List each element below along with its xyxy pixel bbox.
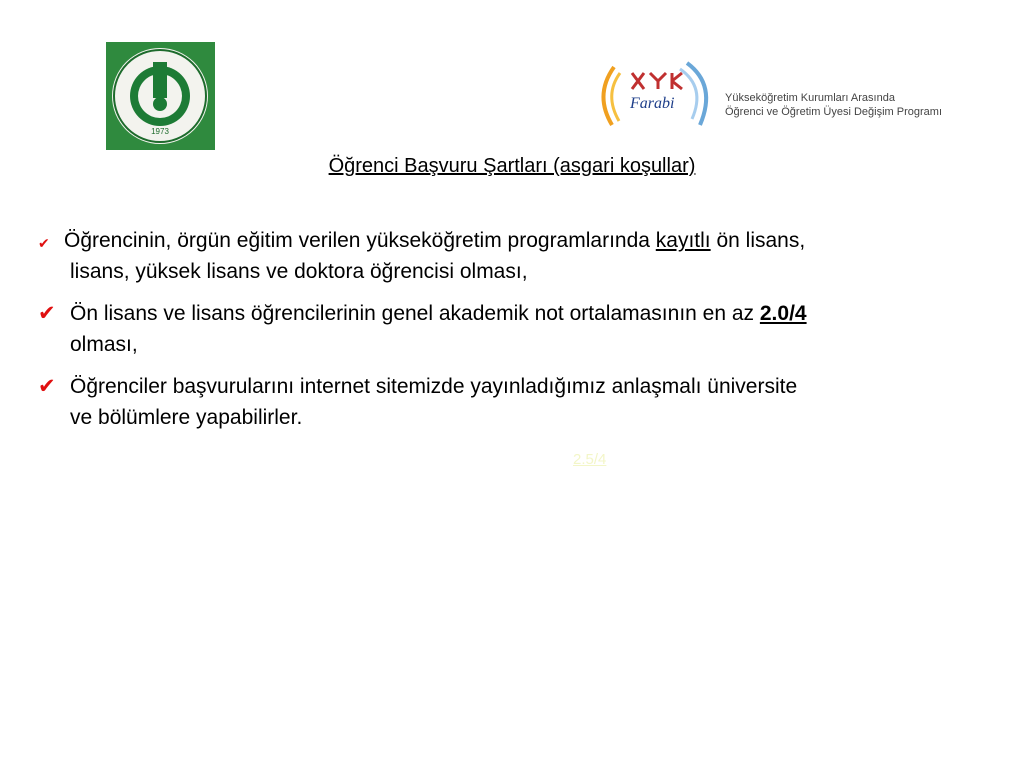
bullet-text-line2: ve bölümlere yapabilirler. [70,406,303,429]
checkmark-icon: ✔ [38,235,50,251]
gpa-requirement: 2.0/4 [759,302,807,325]
checkmark-icon: ✔ [38,302,56,325]
farabi-program-logo [592,55,992,130]
farabi-word: Farabi [630,95,675,112]
requirements-list [38,225,998,444]
farabi-text-line2: Öğrenci ve Öğretim Üyesi Değişim Programı [725,106,943,118]
list-item [38,298,998,360]
bullet-text: Öğrencinin, örgün eğitim verilen yükseköğretim programlarında [64,229,656,252]
bullet-text-line2: lisans, yüksek lisans ve doktora öğrencisi olması, [70,260,528,283]
university-seal-logo [106,42,215,150]
list-item [38,371,998,433]
checkmark-icon: ✔ [38,375,56,398]
bullet-text-line2: olması, [70,333,138,356]
farabi-program-text [725,91,995,119]
bullet-text: Öğrenciler başvurularını internet sitemizde yayınladığımız anlaşmalı üniversite [70,375,798,398]
bullet-text: Ön lisans ve lisans öğrencilerinin genel akademik not ortalamasının en az [70,302,760,325]
page-title: Öğrenci Başvuru Şartları (asgari koşullar) [328,155,696,177]
farabi-text-line1: Yükseköğretim Kurumları Arasında [725,92,895,104]
underlined-word: kayıtlı [655,229,711,252]
bullet-text: ön lisans, [710,229,806,252]
seal-year: 1973 [151,127,169,136]
farabi-arc-icon [592,55,722,130]
faded-note: 2.5/4 [573,451,607,468]
list-item [38,225,998,287]
